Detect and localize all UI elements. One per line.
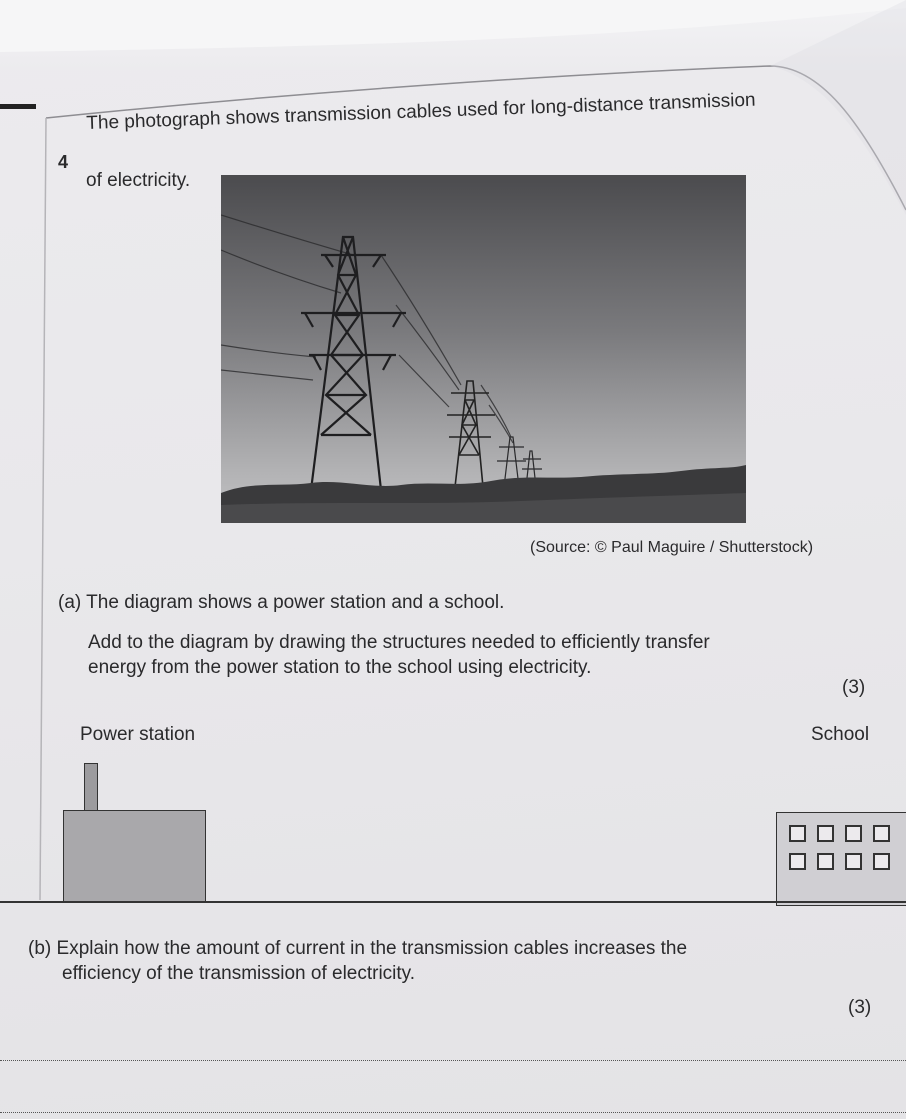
- question-intro-line2: of electricity.: [86, 170, 191, 191]
- question-number: 4: [58, 152, 69, 172]
- school-building: [776, 812, 906, 906]
- part-b-line1: [28, 938, 687, 960]
- school-label: School: [811, 724, 870, 745]
- part-a-text: The diagram shows a power station and a school.: [86, 592, 505, 613]
- question-intro-line1: The photograph shows transmission cables used for long-distance transmission: [86, 89, 756, 134]
- part-a-marks: (3): [842, 677, 866, 698]
- part-a-label: (a): [58, 592, 82, 613]
- part-a-instruction-line1: Add to the diagram by drawing the structures needed to efficiently transfer: [88, 632, 710, 653]
- power-station-chimney: [84, 763, 98, 811]
- school-window: [789, 825, 806, 842]
- part-b-marks: (3): [848, 997, 872, 1018]
- photo-source-credit: (Source: © Paul Maguire / Shutterstock): [530, 539, 814, 556]
- part-a-line1: [58, 592, 504, 614]
- answer-line[interactable]: [0, 1060, 906, 1061]
- part-b-text: Explain how the amount of current in the transmission cables increases the: [56, 938, 688, 959]
- transmission-cables-photo: [221, 175, 746, 523]
- school-window: [789, 853, 806, 870]
- school-window: [845, 853, 862, 870]
- school-window: [873, 853, 890, 870]
- answer-line[interactable]: [0, 1112, 906, 1113]
- margin-mark: [0, 104, 36, 109]
- school-window: [817, 825, 834, 842]
- part-b-line2: efficiency of the transmission of electricity.: [62, 963, 416, 984]
- power-station-building: [63, 810, 206, 902]
- power-station-label: Power station: [80, 724, 196, 745]
- school-window: [845, 825, 862, 842]
- school-window: [873, 825, 890, 842]
- part-b-label: (b): [28, 938, 52, 959]
- school-window: [817, 853, 834, 870]
- part-a-instruction-line2: energy from the power station to the school using electricity.: [88, 657, 592, 678]
- diagram-ground-line: [0, 901, 906, 903]
